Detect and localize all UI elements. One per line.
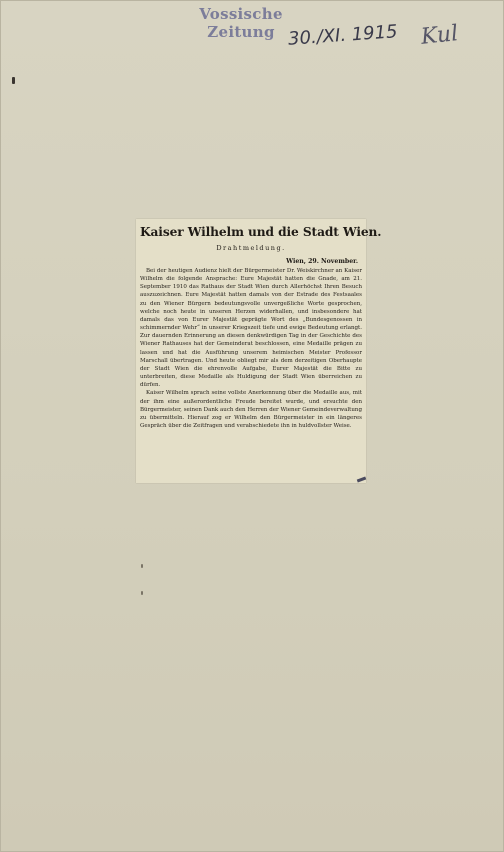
binder-hole-mark [141, 591, 143, 595]
article-subtitle: Drahtmeldung. [216, 244, 286, 252]
handwritten-date: 30./XI. 1915 [287, 21, 399, 50]
binder-hole-mark [12, 77, 15, 84]
handwritten-signature: Kul [419, 21, 460, 50]
article-title: Kaiser Wilhelm und die Stadt Wien. [140, 225, 382, 239]
binder-hole-mark [141, 564, 143, 568]
article-paragraph: Bei der heutigen Audienz hielt der Bürgermeister Dr. Weiskirchner an Kaiser Wilhelm die folgende Ansprache: Eure Majestät hatten die Gnade, am 21. September 1910 das Rathaus der Stadt Wien durch Allerhöchst Ihren Besuch auszuzeichnen. Eure Majestät hatten damals von der Estrade des Festsaales zu den Wiener Bürgern bedeutungsvolle unvergeßliche Worte gesprochen, welche noch heute in unseren Herzen widerhallen, und insbesondere hat damals das von Eurer Majestät geprägte Wort des „Bundesgenossen in schimmernder Wehr“ in unserer Kriegszeit tiefe und ewige Bedeutung erlangt. Zur dauernden Erinnerung an diesen denkwürdigen Tag in der Geschichte des Wiener Rathauses hat der Gemeinderat beschlossen, eine Medaille prägen zu lassen und hat die Ausführung unserem heimischen Meister Professor Marschall übertragen. Und heute obliegt mir als dem derzeitigen Oberhaupte der Stadt Wien die ehrenvolle Aufgabe, Eurer Majestät die Bitte zu unterbreiten, diese Medaille als Huldigung der Stadt Wien überreichen zu dürfen. [140, 268, 362, 389]
article-paragraph: Kaiser Wilhelm sprach seine vollste Anerkennung über die Medaille aus, mit der ihm eine außerordentliche Freude bereitet wurde, und ersuchte den Bürgermeister, seinen Dank auch den Herren der Wiener Gemeindeverwaltung zu übermitteln. Hierauf zog er Wilhelm den Bürgermeister in ein längeres Gespräch über die Zeitfragen und verabschiedete ihn in huldvollster Weise. [140, 390, 362, 429]
article-body [140, 267, 362, 430]
newspaper-clipping [136, 219, 382, 483]
article-dateline: Wien, 29. November. [286, 258, 358, 265]
newspaper-stamp: Vossische Zeitung [199, 5, 283, 41]
